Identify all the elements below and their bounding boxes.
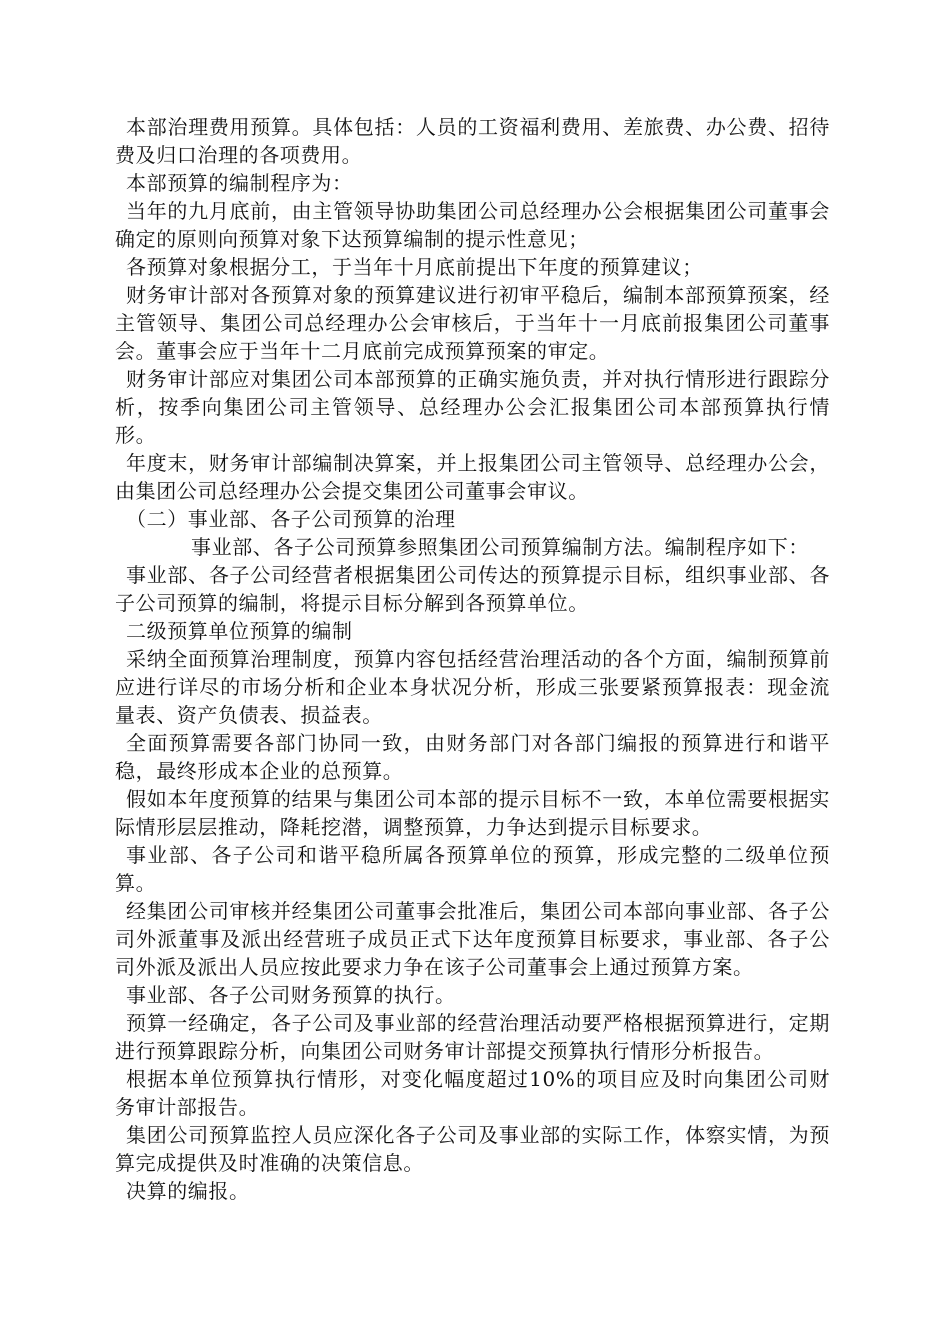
- paragraph-preliminary-review: 财务审计部对各预算对象的预算建议进行初审平稳后，编制本部预算预案，经主管领导、集团公司总经理办公会审核后，于当年十一月底前报集团公司董事会。董事会应于当年十二月底前完成预算预案的审定。: [115, 283, 830, 363]
- paragraph-target-mismatch: 假如本年度预算的结果与集团公司本部的提示目标不一致，本单位需要根据实际情形层层推动，降耗挖潜，调整预算，力争达到提示目标要求。: [115, 787, 830, 839]
- paragraph-year-end-settlement: 年度末，财务审计部编制决算案，并上报集团公司主管领导、总经理办公会，由集团公司总经理办公会提交集团公司董事会审议。: [115, 451, 830, 503]
- paragraph-september-guidance: 当年的九月底前，由主管领导协助集团公司总经理办公会根据集团公司董事会确定的原则向预算对象下达预算编制的提示性意见；: [115, 199, 830, 251]
- paragraph-october-proposal: 各预算对象根据分工，于当年十月底前提出下年度的预算建议；: [126, 255, 703, 279]
- paragraph-board-approval: 经集团公司审核并经集团公司董事会批准后，集团公司本部向事业部、各子公司外派董事及派出经营班子成员正式下达年度预算目标要求，事业部、各子公司外派及派出人员应按此要求力争在该子公司董事会上通过预算方案。: [115, 899, 830, 979]
- section-heading-division-budget: （二）事业部、各子公司预算的治理: [126, 507, 456, 531]
- paragraph-execution-heading: 事业部、各子公司财务预算的执行。: [126, 983, 456, 1007]
- paragraph-variance-report: 根据本单位预算执行情形，对变化幅度超过10%的项目应及时向集团公司财务审计部报告。: [115, 1067, 830, 1119]
- paragraph-department-coordination: 全面预算需要各部门协同一致，由财务部门对各部门编报的预算进行和谐平稳，最终形成本企业的总预算。: [115, 731, 830, 783]
- paragraph-comprehensive-budget: 采纳全面预算治理制度，预算内容包括经营治理活动的各个方面，编制预算前应进行详尽的市场分析和企业本身状况分析，形成三张要紧预算报表：现金流量表、资产负债表、损益表。: [115, 647, 830, 727]
- paragraph-admin-expense-budget: 本部治理费用预算。具体包括：人员的工资福利费用、差旅费、办公费、招待费及归口治理的各项费用。: [115, 115, 830, 167]
- paragraph-execution-tracking: 财务审计部应对集团公司本部预算的正确实施负责，并对执行情形进行跟踪分析，按季向集团公司主管领导、总经理办公会汇报集团公司本部预算执行情形。: [115, 367, 830, 447]
- paragraph-division-targets: 事业部、各子公司经营者根据集团公司传达的预算提示目标，组织事业部、各子公司预算的编制，将提示目标分解到各预算单位。: [115, 563, 830, 615]
- paragraph-monitoring-staff: 集团公司预算监控人员应深化各子公司及事业部的实际工作，体察实情，为预算完成提供及时准确的决策信息。: [115, 1123, 830, 1175]
- paragraph-compilation-procedure: 本部预算的编制程序为：: [126, 171, 353, 195]
- paragraph-second-level-heading: 二级预算单位预算的编制: [126, 619, 353, 643]
- paragraph-division-method: 事业部、各子公司预算参照集团公司预算编制方法。编制程序如下：: [191, 535, 809, 559]
- document-body: [115, 113, 830, 1205]
- paragraph-second-level-complete: 事业部、各子公司和谐平稳所属各预算单位的预算，形成完整的二级单位预算。: [115, 843, 830, 895]
- paragraph-final-accounts: 决算的编报。: [126, 1179, 250, 1203]
- paragraph-strict-execution: 预算一经确定，各子公司及事业部的经营治理活动要严格根据预算进行，定期进行预算跟踪分析，向集团公司财务审计部提交预算执行情形分析报告。: [115, 1011, 830, 1063]
